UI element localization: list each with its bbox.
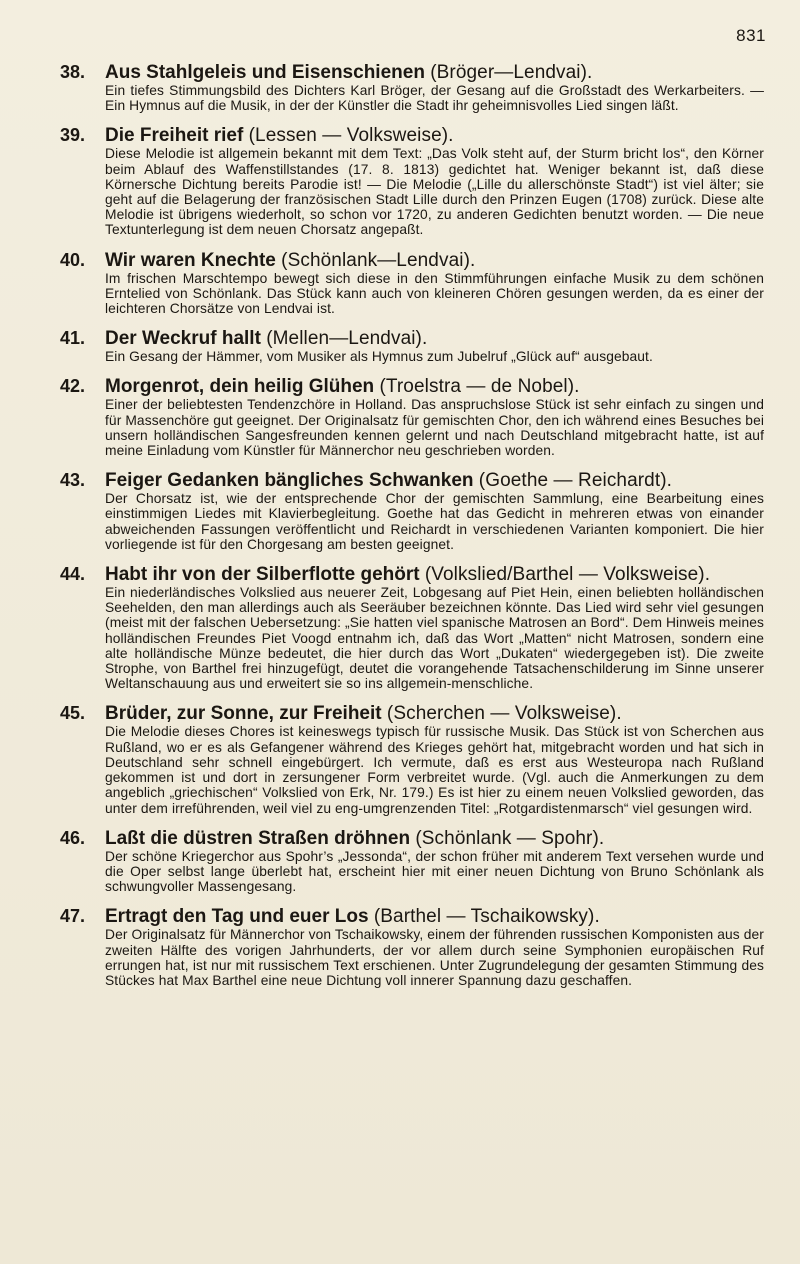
entry-text: Ein niederländisches Volkslied aus neuerer Zeit, Lobgesang auf Piet Hein, einen beliebten holländischen Seehelden, den man allerdings auch als Seeräuber bezeichnen könnte. Das Lied wird sehr viel gesungen (meist mit der falschen Uebersetzung: „Sie hatten viel spanische Matrosen an Bord“. Dem Hinweis meines holländischen Freundes Piet Voogd entnahm ich, daß das Wort „Matten“ nicht Matrosen, sondern eine alte holländische Münze bedeutet, die hier durch das Wort „Dukaten“ wiedergegeben ist). Die zweite Strophe, von Barthel frei hinzugefügt, deutet die vorangehende Tatsachenschilderung im Sinne unserer Weltanschauung aus und erweitert sie so ins allgemein-menschliche. xyxy=(105,585,764,692)
entry-number: 43. xyxy=(60,470,86,491)
entry-heading xyxy=(60,62,764,83)
entry-text: Einer der beliebtesten Tendenzchöre in Holland. Das anspruchslose Stück ist sehr einfach zu singen und für Massenchöre gut geeignet. Der Originalsatz für gemischten Chor, den ich während eines Besuches bei unsern holländischen Sangesfreunden kennen gelernt und nach Deutschland mitgebracht hatte, ist auf meine Einladung vom Künstler für Männerchor neu geschrieben worden. xyxy=(105,397,765,459)
song-title: Laßt die düstren Straßen dröhnen xyxy=(105,827,411,849)
entry-heading xyxy=(60,703,764,724)
entry-list xyxy=(60,62,764,1000)
entry-number: 45. xyxy=(60,703,86,724)
entry-heading xyxy=(60,906,764,927)
song-credit: (Scherchen — Volksweise). xyxy=(386,703,622,725)
entry-text: Die Melodie dieses Chores ist keineswegs typisch für russische Musik. Das Stück ist von Scherchen aus Rußland, wo er es als Gefangener während des Krieges gehört hat, mitgebracht worden und hat sich in Deutschland sehr schnell eingebürgert. Ich vermute, daß es erst aus Westeuropa nach Rußland gekommen ist und dort in zersungener Form verbreitet wurde. (Vgl. auch die Anmerkungen zu dem angeblich „griechischen“ Volkslied von Erk, Nr. 179.) Es ist hier zu einem neuen Volkslied geworden, das unter dem irreführenden, weil viel zu eng-umgrenzenden Titel: „Rotgardistenmarsch“ viel gesungen wird. xyxy=(105,724,764,816)
song-title: Wir waren Knechte xyxy=(105,249,276,271)
entry-text: Der schöne Kriegerchor aus Spohr’s „Jessonda“, der schon früher mit anderem Text versehen wurde und die Oper selbst lange überlebt hat, erscheint hier mit einer neuen Dichtung von Bruno Schönlank als schwungvoller Massengesang. xyxy=(105,848,764,895)
entry-title-line xyxy=(105,565,764,585)
entry-title-line xyxy=(105,126,764,146)
song-title: Morgenrot, dein heilig Glühen xyxy=(105,376,375,398)
entry-title-line xyxy=(105,63,764,83)
song-credit: (Goethe — Reichardt). xyxy=(478,470,673,492)
song-title: Feiger Gedanken bängliches Schwanken xyxy=(105,470,474,492)
entry-number: 47. xyxy=(60,906,86,927)
song-credit: (Troelstra — de Nobel). xyxy=(379,376,580,398)
entry-39 xyxy=(60,125,764,237)
entry-title-line xyxy=(105,704,764,724)
entry-heading xyxy=(60,250,764,271)
entry-text: Der Originalsatz für Männerchor von Tschaikowsky, einem der führenden russischen Komponisten aus der zweiten Hälfte des vorigen Jahrhunderts, der vor allem durch seine Symphonien europäischen Ruf errungen hat, ist nur mit russischem Text erschienen. Unter Zugrundelegung der gesamten Stimmung des Stückes hat Max Barthel eine neue Dichtung voll innerer Spannung dazu geschaffen. xyxy=(105,927,764,988)
song-title: Aus Stahlgeleis und Eisenschienen xyxy=(105,62,425,83)
entry-number: 38. xyxy=(60,62,86,82)
entry-text: Der Chorsatz ist, wie der entsprechende Chor der gemischten Sammlung, eine Bearbeitung eines einstimmigen Liedes mit Klavierbegleitung. Goethe hat das Gedicht in mehreren etwas von einander abweichenden Fassungen veröffentlicht und Reichardt in verschiedenen Varianten komponiert. Die hier vorliegende ist für den Chorgesang am besten geeignet. xyxy=(105,491,764,552)
entry-43 xyxy=(60,470,764,552)
song-credit: (Schönlank—Lendvai). xyxy=(281,249,476,271)
entry-text: Diese Melodie ist allgemein bekannt mit dem Text: „Das Volk steht auf, der Sturm bricht los“, den Körner beim Ablauf des Waffenstillstandes (17. 8. 1813) gedichtet hat. Weniger bekannt ist, daß diese Körnersche Dichtung bereits Parodie ist! — Die Melodie („Lille du allerschönste Stadt“) ist viel älter; sie geht auf die Belagerung der französischen Stadt Lille durch den Prinzen Eugen (1708) zurück. Diese alte Melodie ist übrigens wiederholt, so schon vor 1720, zu anderen Gedichten benutzt worden. — Die neue Textunterlegung ist dem neuen Chorsatz angepaßt. xyxy=(105,146,764,238)
entry-title-line xyxy=(105,377,764,397)
entry-text: Ein Gesang der Hämmer, vom Musiker als Hymnus zum Jubelruf „Glück auf“ ausgebaut. xyxy=(105,349,653,365)
song-credit: (Lessen — Volksweise). xyxy=(248,125,454,147)
page-number: 831 xyxy=(736,26,766,45)
entry-heading xyxy=(60,328,764,349)
entry-46 xyxy=(60,828,764,895)
entry-number: 44. xyxy=(60,564,86,585)
entry-title-line xyxy=(105,907,764,927)
entry-45 xyxy=(60,703,764,815)
song-title: Brüder, zur Sonne, zur Freiheit xyxy=(105,703,382,725)
song-credit: (Barthel — Tschaikowsky). xyxy=(373,906,600,928)
entry-title-line xyxy=(105,471,764,491)
song-title: Ertragt den Tag und euer Los xyxy=(105,906,369,928)
entry-number: 39. xyxy=(60,125,86,146)
entry-42 xyxy=(60,376,764,458)
entry-heading xyxy=(60,470,764,491)
entry-title-line xyxy=(105,829,764,849)
entry-41 xyxy=(60,328,764,364)
entry-title-line xyxy=(105,251,764,271)
song-title: Die Freiheit rief xyxy=(105,125,244,147)
song-credit: (Schönlank — Spohr). xyxy=(415,827,605,849)
song-credit: (Bröger—Lendvai). xyxy=(430,62,593,83)
entry-44 xyxy=(60,564,764,691)
entry-title-line xyxy=(105,329,764,349)
entry-heading xyxy=(60,376,764,397)
entry-text: Ein tiefes Stimmungsbild des Dichters Karl Bröger, der Gesang auf die Großstadt des Werkarbeiters. — Ein Hymnus auf die Musik, in der der Künstler die Stadt ihr geheimnisvolles Lied singen läßt. xyxy=(105,83,764,114)
song-credit: (Volkslied/Barthel — Volksweise). xyxy=(424,564,711,586)
entry-heading xyxy=(60,828,764,849)
entry-heading xyxy=(60,125,764,146)
entry-number: 46. xyxy=(60,827,86,848)
entry-heading xyxy=(60,564,764,585)
entry-40 xyxy=(60,250,764,317)
entry-38 xyxy=(60,62,764,113)
entry-number: 40. xyxy=(60,249,86,270)
song-title: Der Weckruf hallt xyxy=(105,328,261,350)
entry-number: 42. xyxy=(60,376,86,397)
entry-number: 41. xyxy=(60,328,86,349)
entry-47 xyxy=(60,906,764,988)
entry-text: Im frischen Marschtempo bewegt sich diese in den Stimmführungen einfache Musik zu dem schönen Erntelied von Schönlank. Das Stück kann auch von kleineren Chören gesungen werden, da es einer der leichteren Chorsätze von Lendvai ist. xyxy=(105,270,764,317)
song-title: Habt ihr von der Silberflotte gehört xyxy=(105,564,420,586)
song-credit: (Mellen—Lendvai). xyxy=(266,328,428,350)
